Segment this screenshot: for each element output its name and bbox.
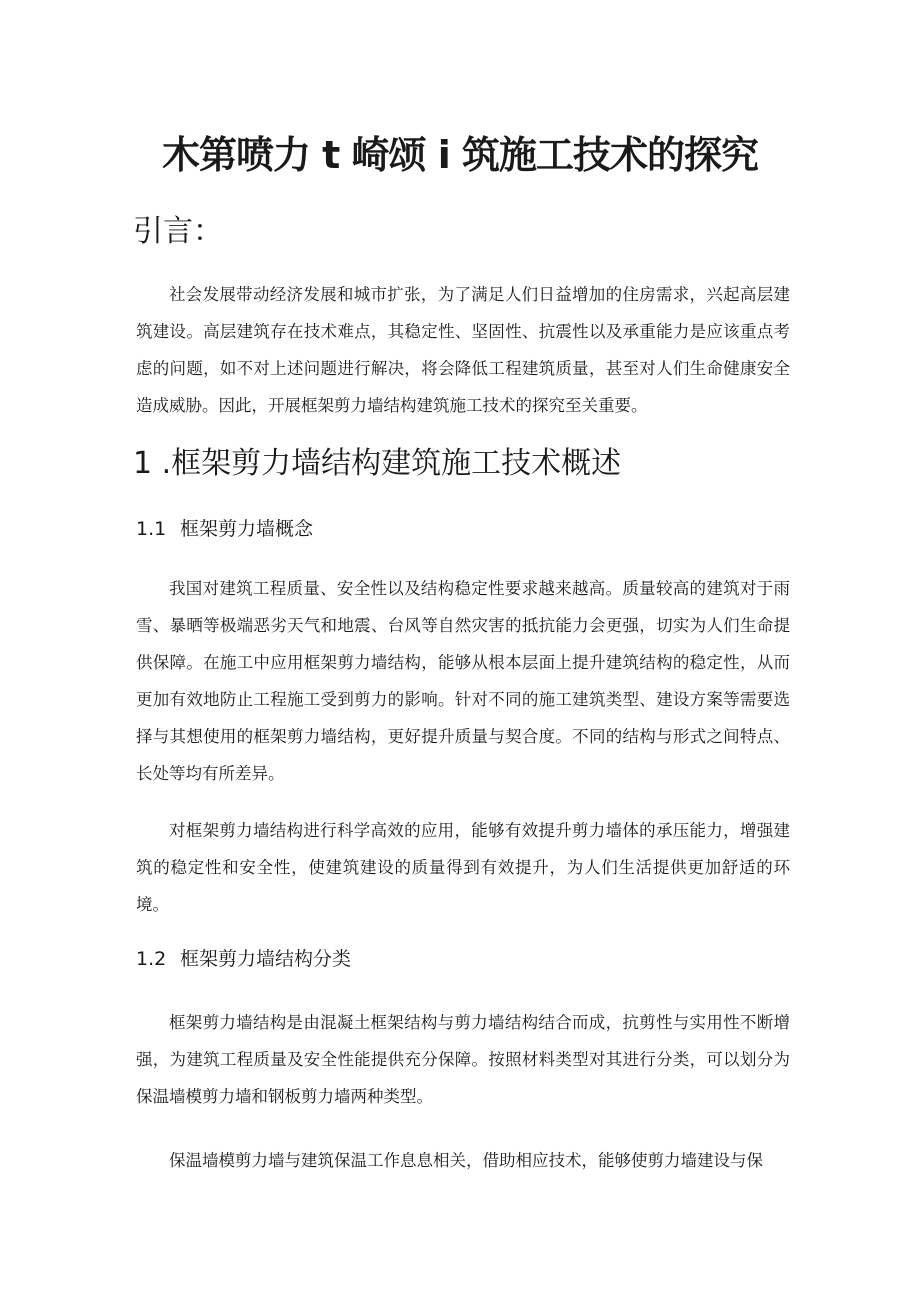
- subsection-1-1-heading: [136, 514, 313, 544]
- section-1-heading: 1 .框架剪力墙结构建筑施工技术概述: [133, 446, 622, 481]
- subsection-1-2-heading: [136, 944, 351, 974]
- subsection-1-2-paragraph-1: 框架剪力墙结构是由混凝土框架结构与剪力墙结构结合而成，抗剪性与实用性不断增强，为建筑工程质量及安全性能提供充分保障。按照材料类型对其进行分类，可以划分为保温墙模剪力墙和钢板剪力墙两种类型。: [136, 1013, 790, 1106]
- subsection-title: 框架剪力墙结构分类: [180, 948, 352, 970]
- subsection-1-2-paragraph-2: 保温墙模剪力墙与建筑保温工作息息相关，借助相应技术，能够使剪力墙建设与保: [169, 1151, 763, 1170]
- subsection-number: 1.1: [136, 518, 167, 540]
- subsection-1-1-paragraph-1: 我国对建筑工程质量、安全性以及结构稳定性要求越来越高。质量较高的建筑对于雨雪、暴晒等极端恶劣天气和地震、台风等自然灾害的抵抗能力会更强，切实为人们生命提供保障。在施工中应用框架剪力墙结构，能够从根本层面上提升建筑结构的稳定性，从而更加有效地防止工程施工受到剪力的影响。针对不同的施工建筑类型、建设方案等需要选择与其想使用的框架剪力墙结构，更好提升质量与契合度。不同的结构与形式之间特点、长处等均有所差异。: [136, 579, 790, 783]
- intro-heading: 引言：: [133, 214, 223, 249]
- subsection-title: 框架剪力墙概念: [180, 518, 314, 540]
- subsection-number: 1.2: [136, 948, 167, 970]
- subsection-1-1-paragraph-2: 对框架剪力墙结构进行科学高效的应用，能够有效提升剪力墙体的承压能力，增强建筑的稳定性和安全性，使建筑建设的质量得到有效提升，为人们生活提供更加舒适的环境。: [136, 821, 790, 914]
- document-title: 木第喷力 t 崎颂 i 筑施工技术的探究: [161, 133, 759, 177]
- intro-paragraph: 社会发展带动经济发展和城市扩张，为了满足人们日益增加的住房需求，兴起高层建筑建设。高层建筑存在技术难点，其稳定性、坚固性、抗震性以及承重能力是应该重点考虑的问题，如不对上述问题进行解决，将会降低工程建筑质量，甚至对人们生命健康安全造成威胁。因此，开展框架剪力墙结构建筑施工技术的探究至关重要。: [136, 285, 790, 415]
